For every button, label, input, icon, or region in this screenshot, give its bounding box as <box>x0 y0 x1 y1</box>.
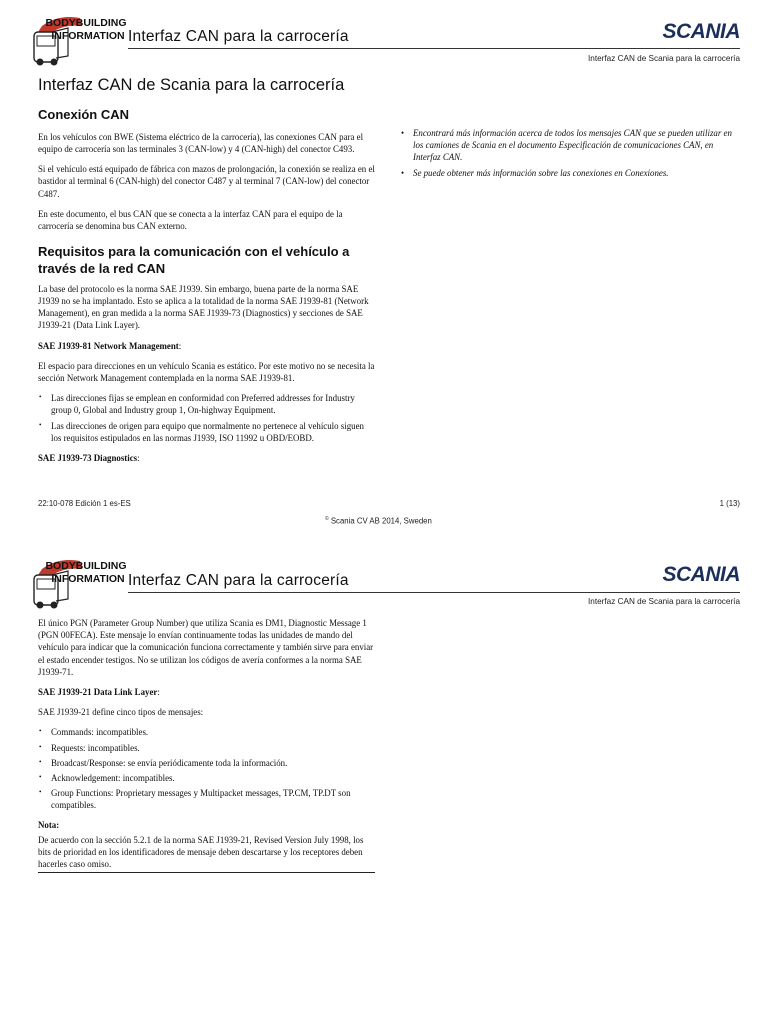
page-heading: Interfaz CAN de Scania para la carrocería <box>38 76 345 94</box>
list-item: • Se puede obtener más información sobre las conexiones en Conexiones. <box>413 167 737 179</box>
subheading-data-link-layer: SAE J1939-21 Data Link Layer: <box>38 686 160 697</box>
subheading-network-management: SAE J1939-81 Network Management: <box>38 340 182 351</box>
bullet-list <box>38 392 375 444</box>
footer-doc-id: 22:10-078 Edición 1 es-ES <box>38 499 131 508</box>
left-column <box>38 617 375 878</box>
right-column <box>400 127 737 182</box>
section-heading-can: Conexión CAN <box>38 107 129 122</box>
list-item: • Acknowledgement: incompatibles. <box>51 772 375 784</box>
bodybuilding-logo <box>28 12 127 72</box>
header-title: Interfaz CAN para la carrocería <box>128 28 349 45</box>
footer-copyright: © Scania CV AB 2014, Sweden <box>325 516 432 526</box>
header-rule <box>128 48 740 49</box>
svg-text:INFORMATION: INFORMATION <box>51 573 125 585</box>
list-item: • Las direcciones fijas se emplean en conformidad con Preferred addresses for Industry group 0, Global and Industry group 1, On-highway Equipment. <box>51 392 375 416</box>
paragraph: Si el vehículo está equipado de fábrica con mazos de prolongación, la conexión se realiza en el bastidor al terminal 6 (CAN-high) del conector C487 y al terminal 7 (CAN-low) del conector C487. <box>38 164 375 199</box>
section-heading-requirements: Requisitos para la comunicación con el vehículo a través de la red CAN <box>38 244 350 276</box>
note-text: De acuerdo con la sección 5.2.1 de la norma SAE J1939-21, Revised Version July 1998, los bits de prioridad en los identificadores de mensaje deben descartarse y los receptores deben hacerles caso omiso. <box>38 834 364 869</box>
bullet-list <box>38 726 375 811</box>
left-column <box>38 106 375 472</box>
list-item: • Group Functions: Proprietary messages y Multipacket messages, TP.CM, TP.DT son compatibles. <box>51 787 375 811</box>
list-item: • Broadcast/Response: se envía periódicamente toda la información. <box>51 757 375 769</box>
paragraph: SAE J1939-21 define cinco tipos de mensajes: <box>38 707 204 718</box>
header-title: Interfaz CAN para la carrocería <box>128 572 349 589</box>
list-item: • Encontrará más información acerca de todos los mensajes CAN que se pueden utilizar en los camiones de Scania en el documento Especificación de comunicaciones CAN, en Interfaz CAN. <box>413 127 737 164</box>
note-rule <box>38 872 375 873</box>
paragraph: La base del protocolo es la norma SAE J1939. Sin embargo, buena parte de la norma SAE J1939 no se ha implantado. Esto se aplica a la totalidad de la norma SAE J1939-81 (Network Management), en gran medida a la norma SAE J1939-73 (Diagnostics) y secciones de SAE J1939-21 (Data Link Layer). <box>38 283 369 331</box>
subheading-diagnostics: SAE J1939-73 Diagnostics: <box>38 452 140 463</box>
header-subtitle: Interfaz CAN de Scania para la carrocería <box>588 54 740 63</box>
paragraph: El espacio para direcciones en un vehículo Scania es estático. Por este motivo no se necesita la sección Network Management contemplada en la norma SAE J1939-81. <box>38 360 375 384</box>
list-item: • Requests: incompatibles. <box>51 742 375 754</box>
paragraph: El único PGN (Parameter Group Number) que utiliza Scania es DM1, Diagnostic Message 1 (PGN 00FECA). Este mensaje lo envían continuamente todas las unidades de mando del vehículo para indicar que la comunicación funciona correctamente y también sirve para enviar el estado encender testigos. No se utilizan los códigos de avería conformes a la norma SAE J1939-71. <box>38 618 374 677</box>
footer-page-number: 1 (13) <box>719 499 740 508</box>
header-rule <box>128 592 740 593</box>
bullet-list <box>400 127 737 179</box>
paragraph: En este documento, el bus CAN que se conecta a la interfaz CAN para el equipo de la carrocería se denomina bus CAN externo. <box>38 208 343 231</box>
header-subtitle: Interfaz CAN de Scania para la carrocería <box>588 597 740 606</box>
paragraph: En los vehículos con BWE (Sistema eléctrico de la carrocería), las conexiones CAN para el equipo de carrocería son las terminales 3 (CAN-low) y 4 (CAN-high) del conector C493. <box>38 131 364 154</box>
page-2 <box>0 545 768 1024</box>
svg-text:INFORMATION: INFORMATION <box>51 30 125 42</box>
list-item: • Las direcciones de origen para equipo que normalmente no pertenece al vehículo siguen los requisitos estipulados en las normas J1939, ISO 11992 u OBD/EOBD. <box>51 420 375 444</box>
list-item: • Commands: incompatibles. <box>51 726 375 738</box>
scania-logo: SCANIA <box>662 563 740 586</box>
scania-logo: SCANIA <box>662 20 740 43</box>
note-label: Nota: <box>38 820 60 831</box>
bodybuilding-logo <box>28 555 127 615</box>
svg-text:BODYBUILDING: BODYBUILDING <box>45 17 127 29</box>
svg-text:BODYBUILDING: BODYBUILDING <box>45 560 127 572</box>
